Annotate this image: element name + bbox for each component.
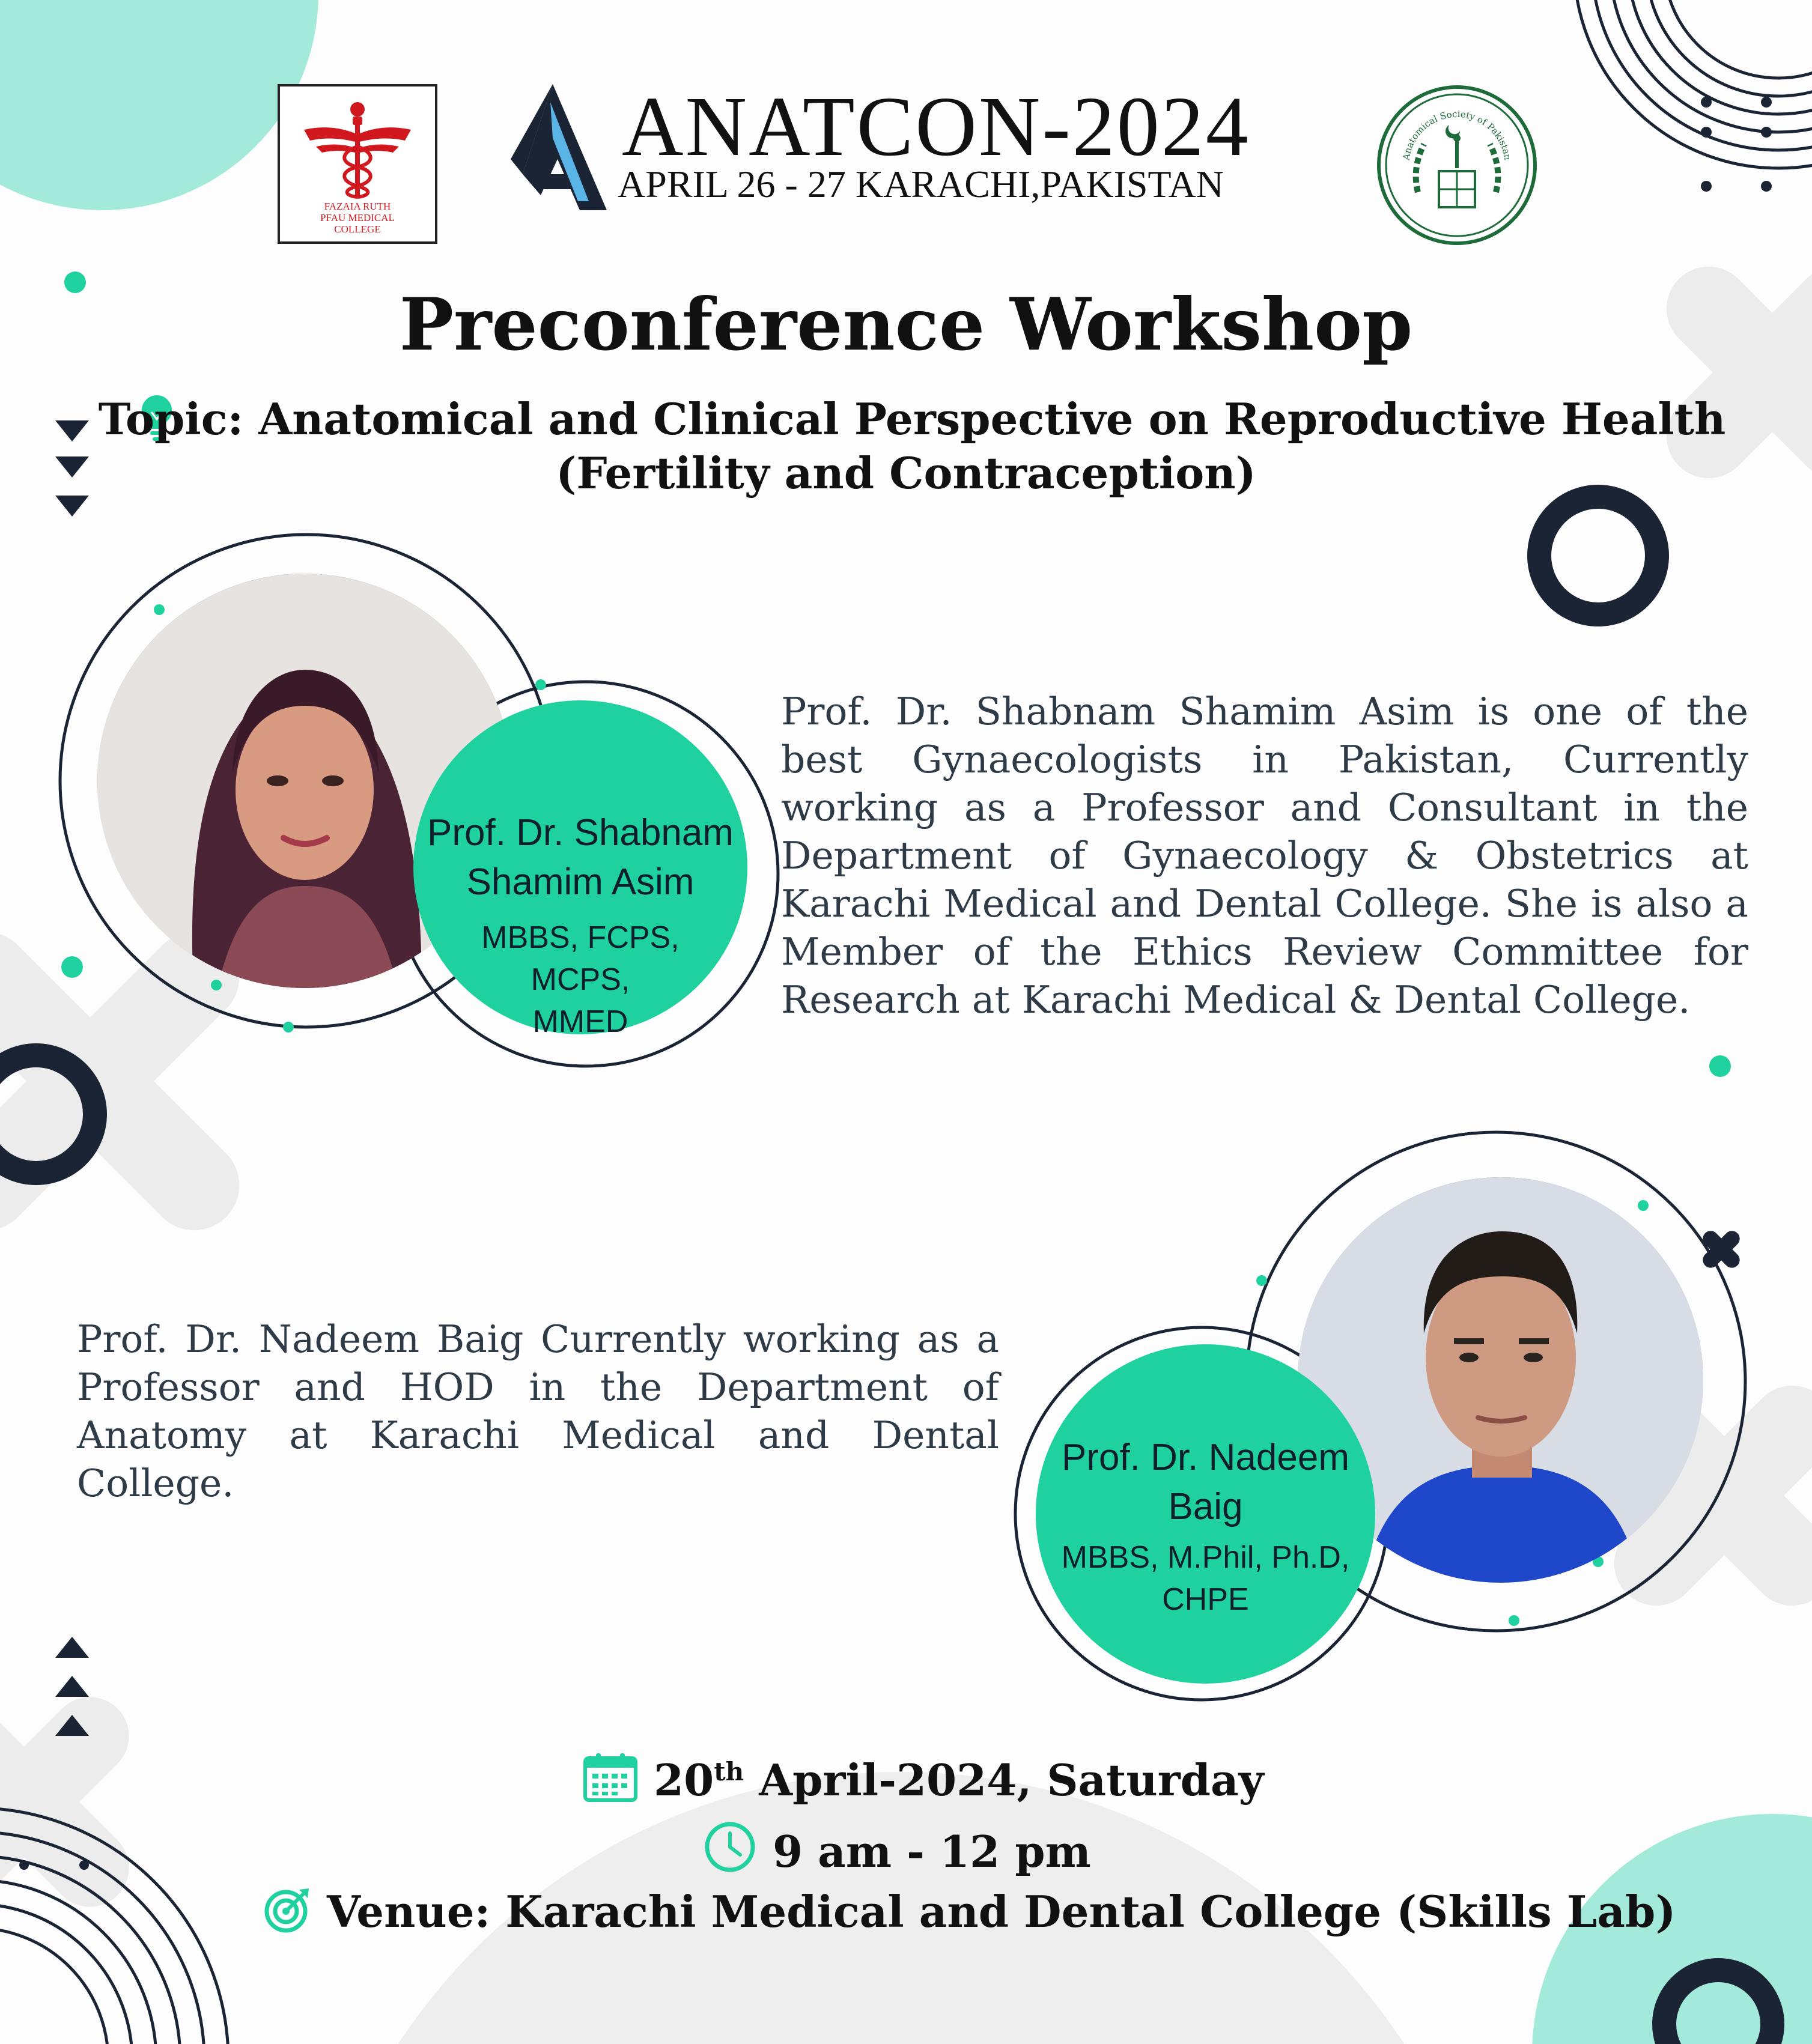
topic-line-2: (Fertility and Contraception) xyxy=(556,447,1256,499)
speaker1-qualifications: MBBS, FCPS, MCPS, MMED xyxy=(481,920,680,1039)
calendar-icon xyxy=(583,1752,638,1803)
teal-dot xyxy=(61,956,83,978)
conference-dates-location: APRIL 26 - 27 KARACHI,PAKISTAN xyxy=(618,163,1224,205)
college-logo xyxy=(278,84,437,244)
caduceus-icon xyxy=(280,86,435,201)
college-name: FAZAIA RUTH PFAU MEDICAL COLLEGE xyxy=(320,201,395,235)
speaker2-qualifications: MBBS, M.Phil, Ph.D, CHPE xyxy=(1061,1540,1350,1617)
location-target-icon xyxy=(263,1886,311,1934)
event-venue: Venue: Karachi Medical and Dental College (Skills Lab) xyxy=(263,1885,1676,1939)
dark-ring-right xyxy=(1539,497,1657,614)
speaker1-name-bubble xyxy=(413,700,747,1039)
speaker2-name-bubble xyxy=(1036,1344,1375,1684)
event-time: 9 am - 12 pm xyxy=(703,1820,1091,1879)
event-date: 20th April-2024, Saturday xyxy=(583,1745,1264,1807)
topic-line-1: Topic: Anatomical and Clinical Perspective on Reproductive Health xyxy=(98,393,1726,444)
society-seal-logo xyxy=(1376,84,1538,246)
anatcon-a-logo xyxy=(511,84,607,210)
speaker1-bio: Prof. Dr. Shabnam Shamim Asim is one of the best Gynaecologists in Pakistan, Currently working as a Professor and Consultant in the Department of Gynaecology & Obstetrics at Karachi Medical and Dental College. She is also a Member of the Ethics Review Committee for Research at Karachi Medical & Dental College. xyxy=(781,690,1748,1022)
society-seal-text: Anatomical Society of Pakistan xyxy=(1400,108,1513,161)
mint-blob-top-left xyxy=(0,0,318,210)
conference-title: ANATCON-2024 xyxy=(622,79,1250,174)
concentric-arcs-top-right xyxy=(1574,0,1812,168)
speaker2-name: Prof. Dr. Nadeem Baig xyxy=(1062,1437,1349,1527)
page-title: Preconference Workshop xyxy=(399,282,1413,367)
speaker1-name: Prof. Dr. Shabnam Shamim Asim xyxy=(427,812,734,903)
teal-dot xyxy=(1709,1055,1731,1077)
clock-icon xyxy=(703,1820,757,1874)
speaker2-bio: Prof. Dr. Nadeem Baig Currently working as a Professor and HOD in the Department of Anatomy at Karachi Medical and Dental College. xyxy=(77,1317,999,1505)
